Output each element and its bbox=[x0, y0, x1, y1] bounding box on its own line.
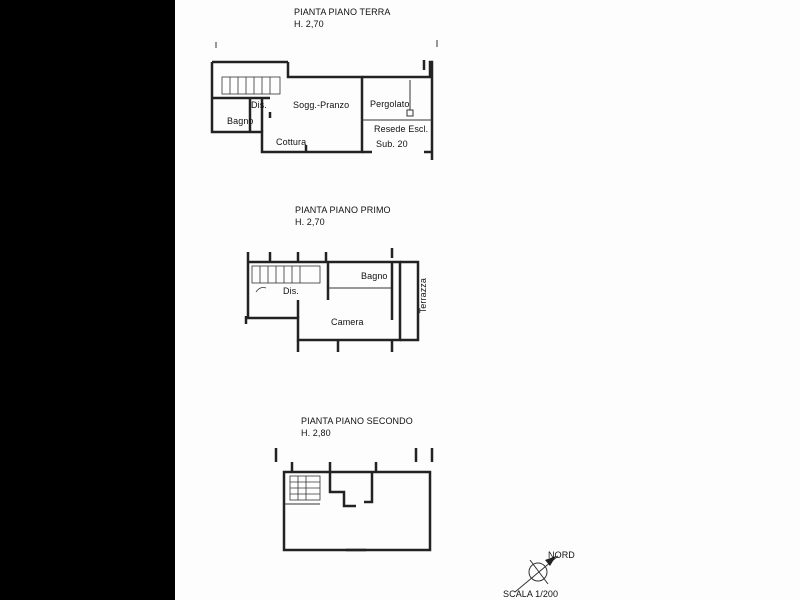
ground-floor-height: H. 2,70 bbox=[294, 19, 324, 29]
room-label: Resede Escl. bbox=[374, 124, 429, 134]
room-label: Bagno bbox=[227, 116, 254, 126]
second-floor-title: PIANTA PIANO SECONDO bbox=[301, 416, 413, 426]
room-label: Bagno bbox=[361, 271, 388, 281]
first-floor-title: PIANTA PIANO PRIMO bbox=[295, 205, 391, 215]
room-label: Camera bbox=[331, 317, 364, 327]
room-label: Dis. bbox=[251, 100, 267, 110]
room-label: Sub. 20 bbox=[376, 139, 408, 149]
first-floor-height: H. 2,70 bbox=[295, 217, 325, 227]
north-label: NORD bbox=[548, 550, 575, 560]
room-label: Dis. bbox=[283, 286, 299, 296]
room-label: Terrazza bbox=[418, 278, 428, 314]
room-label: Cottura bbox=[276, 137, 307, 147]
second-floor-plan bbox=[276, 448, 432, 550]
north-arrow-icon bbox=[515, 556, 558, 592]
scale-label: SCALA 1/200 bbox=[503, 589, 559, 599]
ground-floor-title: PIANTA PIANO TERRA bbox=[294, 7, 391, 17]
room-label: Pergolato bbox=[370, 99, 410, 109]
first-floor-plan bbox=[246, 248, 418, 352]
second-floor-height: H. 2,80 bbox=[301, 428, 331, 438]
room-label: Sogg.-Pranzo bbox=[293, 100, 350, 110]
